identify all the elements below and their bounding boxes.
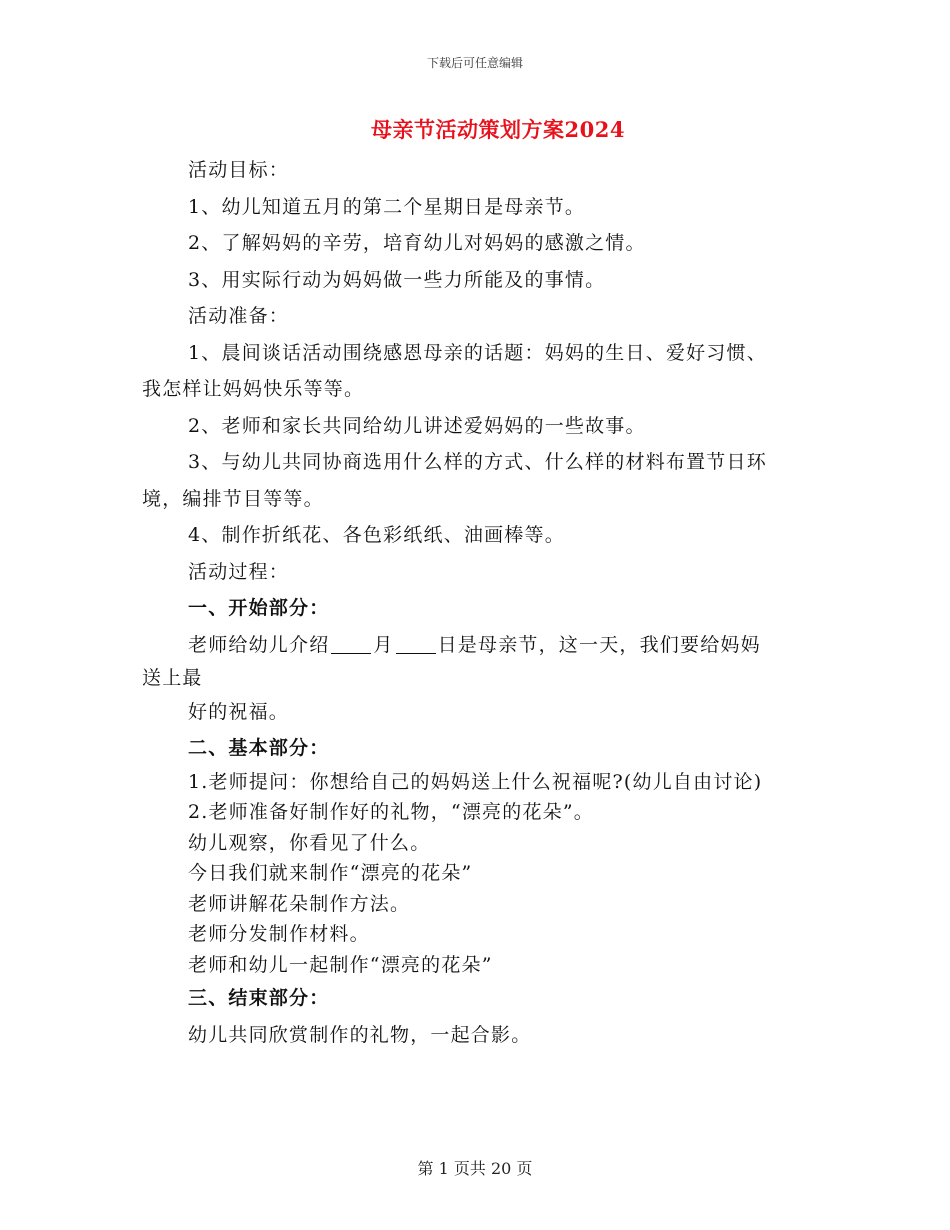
part1-heading: 一、开始部分：: [188, 597, 330, 619]
day-blank: [396, 634, 436, 654]
part2-item-2: 2.老师准备好制作好的礼物，“漂亮的花朵”。: [188, 801, 594, 823]
part3-heading: 三、结束部分：: [188, 987, 330, 1009]
part2-item-3: 幼儿观察，你看见了什么。: [188, 831, 431, 854]
part2-item-4: 今日我们就来制作“漂亮的花朵”: [188, 862, 473, 884]
month-blank: [331, 634, 371, 654]
prep-item-3-line-1: 3、与幼儿共同协商选用什么样的方式、什么样的材料布置节日环: [188, 451, 767, 473]
part2-heading: 二、基本部分：: [188, 737, 330, 759]
page-number: 第 1 页共 20 页: [417, 1159, 533, 1178]
part2-item-5: 老师讲解花朵制作方法。: [188, 892, 411, 915]
part1-intro-prefix: 老师给幼儿介绍: [188, 633, 330, 656]
part1-intro-line-1: [142, 627, 814, 664]
document-title: 母亲节活动策划方案2024: [371, 117, 625, 142]
part2-item-7: 老师和幼儿一起制作“漂亮的花朵”: [188, 953, 493, 976]
process-heading: 活动过程：: [188, 560, 290, 583]
prep-item-1-line-2: 我怎样让妈妈快乐等等。: [142, 378, 365, 400]
document-body: [142, 152, 814, 1053]
prep-item-1-line-1: 1、晨间谈话活动围绕感恩母亲的话题：妈妈的生日、爱好习惯、: [188, 341, 767, 364]
part2-item-6: 老师分发制作材料。: [188, 923, 370, 945]
part1-intro-month: 月: [373, 633, 394, 656]
goal-heading: 活动目标：: [188, 159, 290, 181]
part1-intro-line-2: 送上最: [142, 667, 203, 689]
prep-item-2: 2、老师和家长共同给幼儿讲述爱妈妈的一些故事。: [188, 414, 646, 437]
prep-item-4: 4、制作折纸花、各色彩纸纸、油画棒等。: [188, 524, 565, 546]
goal-item-3: 3、用实际行动为妈妈做一些力所能及的事情。: [188, 268, 606, 291]
prep-heading: 活动准备：: [188, 305, 290, 327]
part1-intro-line-3: 好的祝福。: [188, 700, 290, 723]
goal-item-1: 1、幼儿知道五月的第二个星期日是母亲节。: [188, 195, 586, 218]
part2-item-1: 1.老师提问：你想给自己的妈妈送上什么祝福呢?(幼儿自由讨论): [188, 770, 763, 793]
header-note: 下载后可任意编辑: [426, 56, 523, 70]
goal-item-2: 2、了解妈妈的辛劳，培育幼儿对妈妈的感激之情。: [188, 232, 646, 254]
part3-item-1: 幼儿共同欣赏制作的礼物，一起合影。: [188, 1023, 532, 1046]
part1-intro-suffix: 日是母亲节，这一天，我们要给妈妈: [437, 633, 761, 656]
prep-item-3-line-2: 境，编排节目等等。: [142, 487, 324, 510]
